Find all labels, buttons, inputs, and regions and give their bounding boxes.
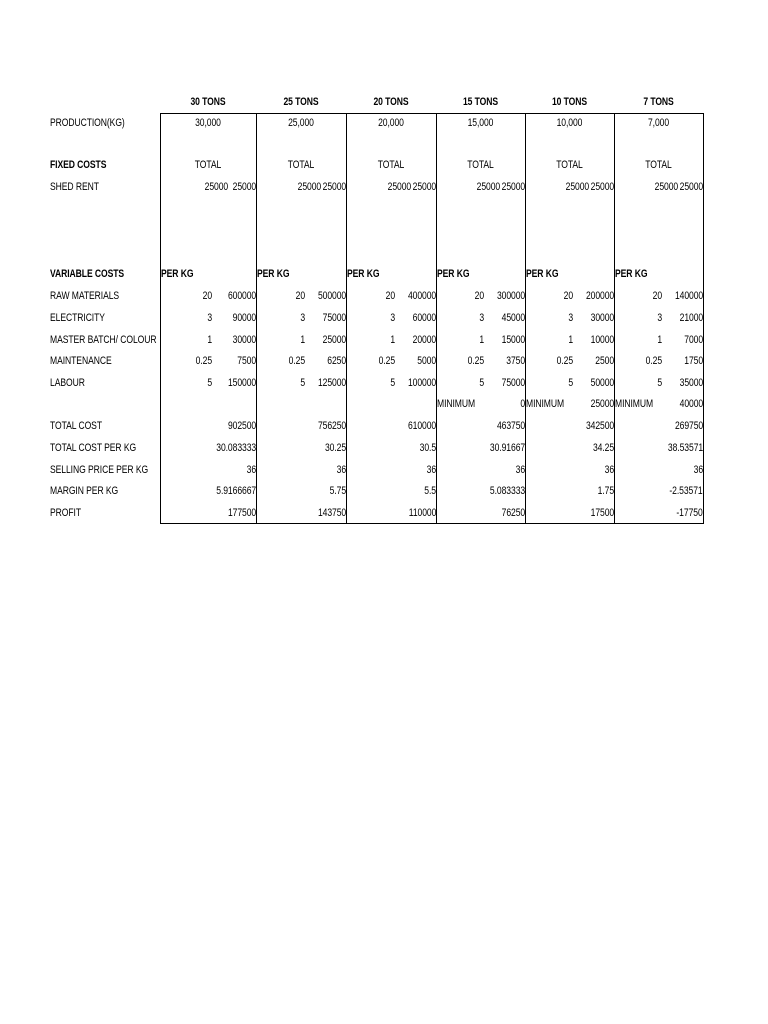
col-4-maintenance-total: 3750 (506, 355, 525, 367)
col-2-shed-rent-value: 25000 (297, 181, 321, 193)
col-4-labour-per-kg: 5 (479, 377, 485, 389)
col-5-raw-materials-total: 200000 (585, 290, 614, 302)
col-3-electricity-per-kg: 3 (390, 312, 395, 324)
col-6-total-cost: 269750 (674, 420, 703, 432)
col-2-selling-price-per-kg: 36 (336, 464, 346, 476)
col-6-minimum-label: MINIMUM (615, 398, 654, 410)
col-1-total-cost-per-kg: 30.083333 (216, 442, 256, 454)
col-4-raw-materials-per-kg: 20 (475, 290, 485, 302)
col-3-raw-materials-total: 400000 (407, 290, 436, 302)
col-5-production: 10,000 (556, 117, 583, 129)
col-3-shed-rent-total: 25000 (412, 181, 436, 193)
col-5-labour-total: 50000 (590, 377, 614, 389)
col-5-electricity-per-kg: 3 (568, 312, 574, 324)
col-2-maintenance-per-kg: 0.25 (288, 355, 305, 367)
col-3-master-batch-per-kg: 1 (390, 334, 395, 346)
col-4-master-batch-per-kg: 1 (479, 334, 485, 346)
col-1-maintenance-total: 7500 (237, 355, 256, 367)
col-5-selling-price-per-kg: 36 (604, 464, 614, 476)
col-6-master-batch-total: 7000 (684, 334, 703, 346)
col-6-raw-materials-per-kg: 20 (653, 290, 663, 302)
col-6-selling-price-per-kg: 36 (693, 464, 703, 476)
col-3-raw-materials-per-kg: 20 (385, 290, 395, 302)
table-left-border (160, 113, 161, 524)
col-4-raw-materials-total: 300000 (496, 290, 525, 302)
col-1-labour-total: 150000 (227, 377, 256, 389)
col-5-master-batch-total: 10000 (590, 334, 614, 346)
col-3-shed-rent-value: 25000 (387, 181, 411, 193)
col-1-shed-rent-value: 25000 (204, 181, 228, 193)
col-5-margin-per-kg: 1.75 (597, 485, 614, 497)
col-4-master-batch-total: 15000 (501, 334, 525, 346)
col-3-labour-total: 100000 (407, 377, 436, 389)
col-4-total-cost: 463750 (496, 420, 525, 432)
col-3-electricity-total: 60000 (412, 312, 436, 324)
col-5-maintenance-per-kg: 0.25 (557, 355, 574, 367)
col-5-maintenance-total: 2500 (595, 355, 614, 367)
col-6-electricity-per-kg: 3 (657, 312, 663, 324)
col-1-production: 30,000 (195, 117, 221, 129)
col-5-master-batch-per-kg: 1 (568, 334, 574, 346)
col-2-total-cost: 756250 (317, 420, 346, 432)
row-label-electricity: ELECTRICITY (50, 312, 105, 324)
col-5-header: 10 TONS (551, 96, 588, 108)
col-4-header: 15 TONS (462, 96, 499, 108)
col-6-header: 7 TONS (643, 96, 674, 108)
col-6-production: 7,000 (647, 117, 670, 129)
col-2-header: 25 TONS (283, 96, 319, 108)
col-5-electricity-total: 30000 (590, 312, 614, 324)
col-6-maintenance-total: 1750 (684, 355, 703, 367)
col-6-electricity-total: 21000 (679, 312, 703, 324)
col-1-master-batch-per-kg: 1 (207, 334, 212, 346)
column-divider (436, 113, 437, 524)
col-3-production: 20,000 (378, 117, 404, 129)
col-4-minimum-value: 0 (520, 398, 525, 410)
col-5-shed-rent-total: 25000 (590, 181, 614, 193)
col-6-master-batch-per-kg: 1 (657, 334, 663, 346)
col-4-production: 15,000 (467, 117, 494, 129)
col-3-selling-price-per-kg: 36 (426, 464, 436, 476)
col-5-raw-materials-per-kg: 20 (564, 290, 574, 302)
col-4-selling-price-per-kg: 36 (515, 464, 525, 476)
col-2-production: 25,000 (288, 117, 314, 129)
col-2-maintenance-total: 6250 (327, 355, 346, 367)
col-4-per-kg-label: PER KG (437, 268, 470, 280)
col-6-total-label: TOTAL (645, 159, 672, 171)
row-label-shed-rent: SHED RENT (50, 181, 99, 193)
column-divider (256, 113, 257, 524)
col-2-electricity-total: 75000 (322, 312, 346, 324)
col-5-shed-rent-value: 25000 (566, 181, 590, 193)
col-2-electricity-per-kg: 3 (300, 312, 305, 324)
col-6-labour-per-kg: 5 (657, 377, 663, 389)
col-1-raw-materials-per-kg: 20 (202, 290, 212, 302)
col-2-total-cost-per-kg: 30.25 (324, 442, 346, 454)
table-right-border (703, 113, 704, 524)
col-6-profit: -17750 (676, 507, 703, 519)
col-5-profit: 17500 (590, 507, 614, 519)
col-3-per-kg-label: PER KG (347, 268, 380, 280)
col-4-labour-total: 75000 (501, 377, 525, 389)
col-2-master-batch-total: 25000 (322, 334, 346, 346)
col-5-total-label: TOTAL (556, 159, 583, 171)
column-divider (614, 113, 615, 524)
col-1-profit: 177500 (227, 507, 256, 519)
col-4-margin-per-kg: 5.083333 (489, 485, 525, 497)
row-label-selling-price-per-kg: SELLING PRICE PER KG (50, 464, 149, 476)
col-5-total-cost: 342500 (585, 420, 614, 432)
col-4-electricity-per-kg: 3 (479, 312, 485, 324)
col-3-maintenance-per-kg: 0.25 (378, 355, 395, 367)
col-3-total-cost: 610000 (407, 420, 436, 432)
col-3-labour-per-kg: 5 (390, 377, 395, 389)
col-1-electricity-per-kg: 3 (207, 312, 212, 324)
column-divider (346, 113, 347, 524)
col-4-minimum-label: MINIMUM (437, 398, 476, 410)
col-6-per-kg-label: PER KG (615, 268, 648, 280)
col-3-profit: 110000 (408, 507, 436, 519)
col-5-minimum-label: MINIMUM (526, 398, 565, 410)
col-3-total-cost-per-kg: 30.5 (419, 442, 436, 454)
col-6-minimum-value: 40000 (679, 398, 703, 410)
col-4-total-cost-per-kg: 30.91667 (489, 442, 525, 454)
col-4-shed-rent-value: 25000 (477, 181, 501, 193)
col-4-electricity-total: 45000 (501, 312, 525, 324)
col-3-header: 20 TONS (373, 96, 409, 108)
col-2-per-kg-label: PER KG (257, 268, 290, 280)
col-1-per-kg-label: PER KG (161, 268, 194, 280)
col-5-labour-per-kg: 5 (568, 377, 574, 389)
col-6-shed-rent-total: 25000 (679, 181, 703, 193)
col-3-maintenance-total: 5000 (417, 355, 436, 367)
col-2-raw-materials-per-kg: 20 (295, 290, 305, 302)
table-top-border (160, 113, 703, 114)
row-label-maintenance: MAINTENANCE (50, 355, 112, 367)
col-2-margin-per-kg: 5.75 (329, 485, 346, 497)
row-label-labour: LABOUR (50, 377, 85, 389)
col-2-labour-per-kg: 5 (300, 377, 305, 389)
col-6-maintenance-per-kg: 0.25 (646, 355, 663, 367)
col-3-total-label: TOTAL (377, 159, 405, 171)
row-label-variable-costs: VARIABLE COSTS (50, 268, 125, 280)
col-6-labour-total: 35000 (679, 377, 703, 389)
col-4-total-label: TOTAL (467, 159, 494, 171)
col-2-raw-materials-total: 500000 (317, 290, 346, 302)
col-1-raw-materials-total: 600000 (227, 290, 256, 302)
col-4-maintenance-per-kg: 0.25 (468, 355, 485, 367)
col-2-labour-total: 125000 (317, 377, 346, 389)
col-1-margin-per-kg: 5.9166667 (216, 485, 256, 497)
row-label-total-cost: TOTAL COST (50, 420, 102, 432)
col-2-profit: 143750 (317, 507, 346, 519)
col-1-shed-rent-total: 25000 (232, 181, 256, 193)
col-6-margin-per-kg: -2.53571 (669, 485, 703, 497)
col-1-header: 30 TONS (190, 96, 226, 108)
col-2-total-label: TOTAL (287, 159, 315, 171)
row-label-profit: PROFIT (50, 507, 81, 519)
col-5-total-cost-per-kg: 34.25 (592, 442, 614, 454)
row-label-fixed-costs: FIXED COSTS (50, 159, 107, 171)
col-6-total-cost-per-kg: 38.53571 (667, 442, 703, 454)
col-1-electricity-total: 90000 (232, 312, 256, 324)
col-1-total-cost: 902500 (227, 420, 256, 432)
row-label-production: PRODUCTION(KG) (50, 117, 125, 129)
col-3-master-batch-total: 20000 (412, 334, 436, 346)
row-label-margin-per-kg: MARGIN PER KG (50, 485, 119, 497)
row-label-total-cost-per-kg: TOTAL COST PER KG (50, 442, 137, 454)
col-3-margin-per-kg: 5.5 (424, 485, 436, 497)
col-5-minimum-value: 25000 (590, 398, 614, 410)
col-4-profit: 76250 (501, 507, 525, 519)
col-2-shed-rent-total: 25000 (322, 181, 346, 193)
col-4-shed-rent-total: 25000 (501, 181, 525, 193)
col-1-selling-price-per-kg: 36 (246, 464, 256, 476)
row-label-raw-materials: RAW MATERIALS (50, 290, 120, 302)
col-1-labour-per-kg: 5 (207, 377, 212, 389)
col-6-shed-rent-value: 25000 (655, 181, 679, 193)
row-label-master-batch: MASTER BATCH/ COLOUR (50, 334, 157, 346)
column-divider (525, 113, 526, 524)
col-2-master-batch-per-kg: 1 (300, 334, 305, 346)
col-1-master-batch-total: 30000 (232, 334, 256, 346)
col-1-total-label: TOTAL (194, 159, 222, 171)
col-1-maintenance-per-kg: 0.25 (195, 355, 212, 367)
col-6-raw-materials-total: 140000 (674, 290, 703, 302)
table-bottom-border (160, 523, 703, 524)
col-5-per-kg-label: PER KG (526, 268, 559, 280)
